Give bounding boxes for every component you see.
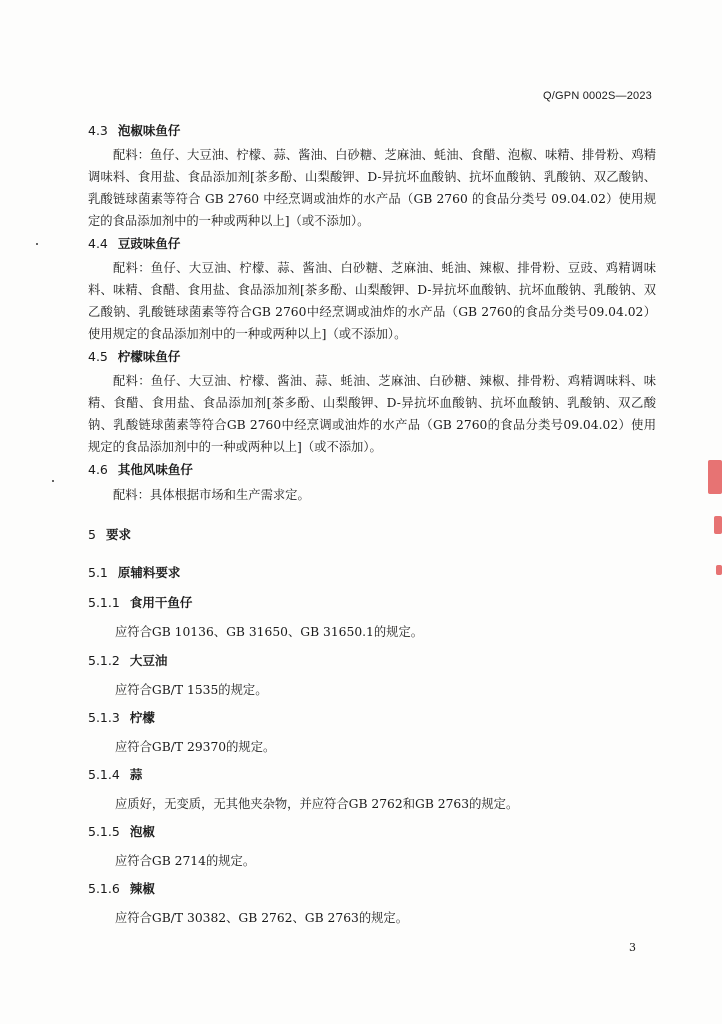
- section-title: 食用干鱼仔: [129, 595, 193, 610]
- section-number: 5.1.6: [88, 881, 120, 896]
- section-title: 泡椒: [129, 824, 155, 839]
- section-5-1-2-heading: [88, 651, 167, 669]
- section-title: 要求: [105, 527, 131, 542]
- section-4-3-heading: [88, 121, 180, 139]
- scan-dot: [36, 243, 38, 245]
- section-5-heading: [88, 525, 131, 543]
- page-number: 3: [629, 941, 636, 954]
- section-title: 泡椒味鱼仔: [117, 123, 181, 138]
- section-number: 5.1.3: [88, 710, 120, 725]
- section-5-1-heading: [88, 563, 180, 581]
- section-title: 原辅料要求: [117, 565, 181, 580]
- section-number: 4.3: [88, 123, 108, 138]
- section-4-4-heading: [88, 234, 180, 252]
- section-4-5-heading: [88, 347, 180, 365]
- seal-stamp-fragment: [714, 516, 722, 534]
- section-title: 其他风味鱼仔: [117, 462, 193, 477]
- section-5-1-4-heading: [88, 765, 142, 783]
- section-4-6-heading: [88, 460, 193, 478]
- section-title: 大豆油: [129, 653, 168, 668]
- section-5-1-2-text: 应符合GB/T 1535的规定。: [115, 683, 268, 697]
- seal-stamp-fragment: [708, 460, 722, 494]
- section-number: 5.1: [88, 565, 108, 580]
- section-5-1-1-heading: [88, 593, 192, 611]
- section-number: 4.6: [88, 462, 108, 477]
- section-number: 5: [88, 527, 96, 542]
- section-5-1-4-text: 应质好，无变质，无其他夹杂物，并应符合GB 2762和GB 2763的规定。: [115, 797, 519, 811]
- section-number: 5.1.4: [88, 767, 120, 782]
- section-title: 柠檬味鱼仔: [117, 349, 181, 364]
- section-number: 4.5: [88, 349, 108, 364]
- section-4-6-ingredients: 配料：具体根据市场和生产需求定。: [113, 488, 310, 502]
- section-5-1-1-text: 应符合GB 10136、GB 31650、GB 31650.1的规定。: [115, 625, 424, 639]
- section-5-1-5-text: 应符合GB 2714的规定。: [115, 854, 256, 868]
- section-4-3-ingredients: 配料：鱼仔、大豆油、柠檬、蒜、酱油、白砂糖、芝麻油、蚝油、食醋、泡椒、味精、排骨粉、鸡精调味料、食用盐、食品添加剂[茶多酚、山梨酸钾、D-异抗坏血酸钠、抗坏血酸钠、乳酸钠、双乙酸钠、乳酸链球菌素等符合 GB 2760 中经烹调或油炸的水产品（GB 2760 的食品分类号 09.04.02）使用规定的食品添加剂中的一种或两种以上]（或不添加）。: [88, 148, 656, 228]
- section-4-5-ingredients: 配料：鱼仔、大豆油、柠檬、酱油、蒜、蚝油、芝麻油、白砂糖、辣椒、排骨粉、鸡精调味料、味精、食醋、食用盐、食品添加剂[茶多酚、山梨酸钾、D-异抗坏血酸钠、抗坏血酸钠、乳酸钠、双乙酸钠、乳酸链球菌素等符合GB 2760中经烹调或油炸的水产品（GB 2760的食品分类号09.04.02）使用规定的食品添加剂中的一种或两种以上]（或不添加）。: [88, 374, 656, 454]
- section-5-1-3-heading: [88, 708, 155, 726]
- section-number: 5.1.2: [88, 653, 120, 668]
- section-5-1-3-text: 应符合GB/T 29370的规定。: [115, 740, 276, 754]
- document-code: Q/GPN 0002S—2023: [543, 90, 652, 102]
- section-title: 蒜: [129, 767, 143, 782]
- section-title: 豆豉味鱼仔: [117, 236, 181, 251]
- section-5-1-6-heading: [88, 879, 155, 897]
- section-4-4-ingredients: 配料：鱼仔、大豆油、柠檬、蒜、酱油、白砂糖、芝麻油、蚝油、辣椒、排骨粉、豆豉、鸡精调味料、味精、食醋、食用盐、食品添加剂[茶多酚、山梨酸钾、D-异抗坏血酸钠、抗坏血酸钠、乳酸钠、双乙酸钠、乳酸链球菌素等符合GB 2760中经烹调或油炸的水产品（GB 2760的食品分类号09.04.02）使用规定的食品添加剂中的一种或两种以上]（或不添加）。: [88, 261, 656, 341]
- section-title: 柠檬: [129, 710, 155, 725]
- section-number: 4.4: [88, 236, 108, 251]
- section-5-1-6-text: 应符合GB/T 30382、GB 2762、GB 2763的规定。: [115, 911, 409, 925]
- section-number: 5.1.5: [88, 824, 120, 839]
- section-5-1-5-heading: [88, 822, 155, 840]
- scan-dot: [52, 480, 54, 482]
- section-title: 辣椒: [129, 881, 155, 896]
- seal-stamp-fragment: [716, 565, 722, 575]
- section-number: 5.1.1: [88, 595, 120, 610]
